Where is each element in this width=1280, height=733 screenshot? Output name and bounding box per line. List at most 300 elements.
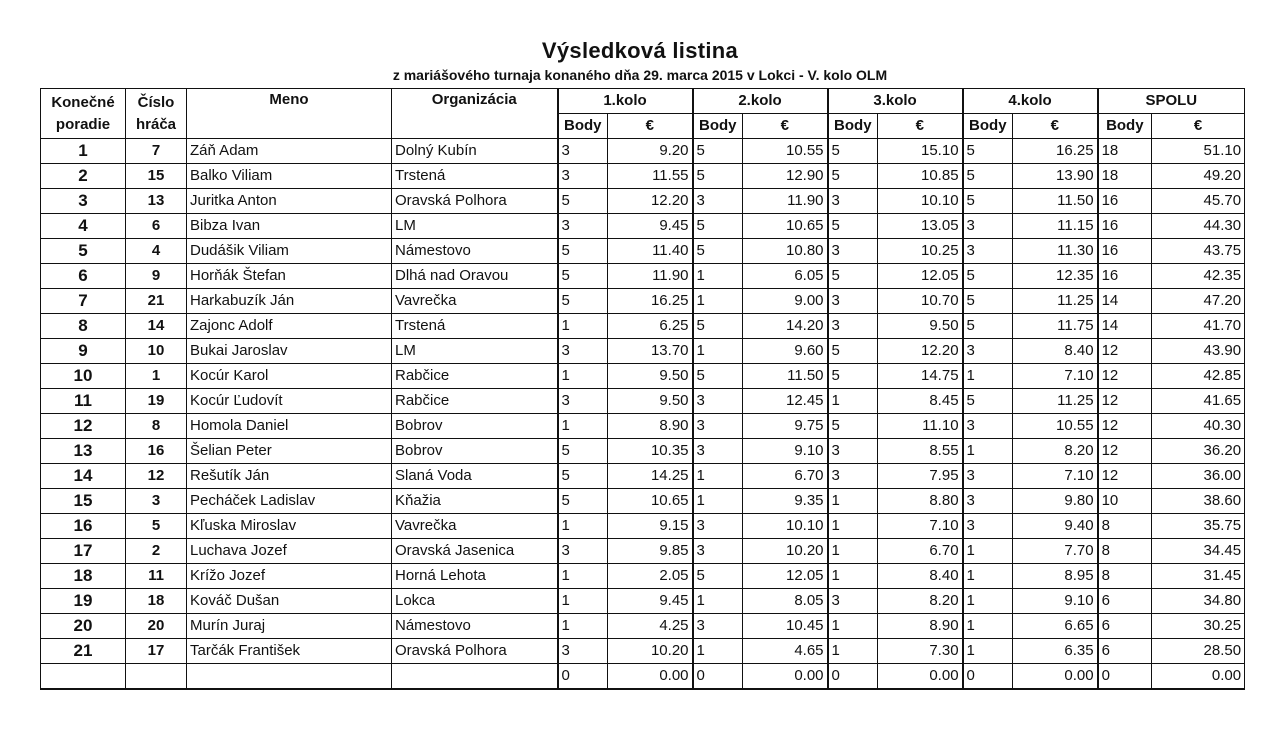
round1-euro-cell: 2.05 [608, 564, 693, 589]
total-euro-cell: 41.70 [1152, 314, 1245, 339]
round3-euro-cell: 10.85 [878, 164, 963, 189]
round3-euro-cell: 12.20 [878, 339, 963, 364]
player-number-cell: 13 [126, 189, 187, 214]
round4-points-cell: 5 [963, 164, 1013, 189]
rank-cell: 7 [41, 289, 126, 314]
total-euro-cell: 42.85 [1152, 364, 1245, 389]
player-name-cell: Dudášik Viliam [187, 239, 392, 264]
total-euro-cell: 34.80 [1152, 589, 1245, 614]
total-euro-cell: 35.75 [1152, 514, 1245, 539]
total-points-cell: 12 [1098, 364, 1152, 389]
round3-points-cell: 3 [828, 464, 878, 489]
player-number-cell: 12 [126, 464, 187, 489]
player-name-cell: Kocúr Karol [187, 364, 392, 389]
rank-cell: 15 [41, 489, 126, 514]
round2-euro-cell: 9.35 [743, 489, 828, 514]
round3-points-cell: 3 [828, 439, 878, 464]
round4-euro-cell: 7.70 [1013, 539, 1098, 564]
table-row [41, 489, 1245, 514]
round4-euro-cell: 0.00 [1013, 664, 1098, 690]
round1-points-cell: 5 [558, 189, 608, 214]
round1-euro-cell: 9.50 [608, 389, 693, 414]
round3-euro-cell: 9.50 [878, 314, 963, 339]
total-points-cell: 14 [1098, 314, 1152, 339]
organization-cell: Vavrečka [392, 289, 558, 314]
round1-euro-cell: 4.25 [608, 614, 693, 639]
player-number-cell: 17 [126, 639, 187, 664]
table-row [41, 214, 1245, 239]
organization-cell: Oravská Jasenica [392, 539, 558, 564]
round2-euro-cell: 9.00 [743, 289, 828, 314]
round2-points-cell: 1 [693, 489, 743, 514]
player-name-cell: Harkabuzík Ján [187, 289, 392, 314]
rank-cell: 9 [41, 339, 126, 364]
total-euro-cell: 0.00 [1152, 664, 1245, 690]
total-euro-cell: 28.50 [1152, 639, 1245, 664]
round2-points-cell: 3 [693, 189, 743, 214]
table-header [41, 89, 1245, 139]
round1-points-cell: 5 [558, 289, 608, 314]
player-name-cell: Šelian Peter [187, 439, 392, 464]
organization-cell: Rabčice [392, 389, 558, 414]
round3-euro-cell: 10.10 [878, 189, 963, 214]
rank-cell: 14 [41, 464, 126, 489]
round1-points-cell: 5 [558, 264, 608, 289]
round1-euro-cell: 11.40 [608, 239, 693, 264]
total-points-cell: 6 [1098, 614, 1152, 639]
round2-euro-cell: 10.55 [743, 139, 828, 164]
rank-cell [41, 664, 126, 690]
player-number-cell: 16 [126, 439, 187, 464]
round2-euro-cell: 10.80 [743, 239, 828, 264]
round3-euro-cell: 11.10 [878, 414, 963, 439]
table-row [41, 614, 1245, 639]
player-number-cell: 20 [126, 614, 187, 639]
round1-euro-cell: 9.45 [608, 214, 693, 239]
player-name-cell: Murín Juraj [187, 614, 392, 639]
round3-euro-cell: 8.40 [878, 564, 963, 589]
round2-euro-cell: 12.90 [743, 164, 828, 189]
player-number-cell: 2 [126, 539, 187, 564]
total-euro-header: € [1152, 114, 1245, 139]
player-name-cell: Krížo Jozef [187, 564, 392, 589]
organization-cell: Horná Lehota [392, 564, 558, 589]
round2-points-cell: 3 [693, 389, 743, 414]
rank-cell: 19 [41, 589, 126, 614]
round3-points-cell: 5 [828, 339, 878, 364]
round1-euro-cell: 11.90 [608, 264, 693, 289]
round3-points-cell: 3 [828, 589, 878, 614]
total-points-cell: 16 [1098, 239, 1152, 264]
player-name-cell [187, 664, 392, 690]
round1-points-cell: 1 [558, 314, 608, 339]
round4-points-cell: 1 [963, 564, 1013, 589]
round3-points-cell: 5 [828, 364, 878, 389]
total-points-cell: 6 [1098, 639, 1152, 664]
total-points-cell: 8 [1098, 564, 1152, 589]
round2-euro-cell: 6.05 [743, 264, 828, 289]
table-row [41, 664, 1245, 690]
round3-points-cell: 3 [828, 289, 878, 314]
round2-points-cell: 5 [693, 164, 743, 189]
total-euro-cell: 34.45 [1152, 539, 1245, 564]
round2-points-cell: 1 [693, 264, 743, 289]
total-points-cell: 12 [1098, 439, 1152, 464]
round2-euro-cell: 9.10 [743, 439, 828, 464]
round4-points-cell: 5 [963, 289, 1013, 314]
round1-euro-cell: 8.90 [608, 414, 693, 439]
round1-points-cell: 5 [558, 239, 608, 264]
total-points-cell: 18 [1098, 164, 1152, 189]
round1-points-cell: 3 [558, 164, 608, 189]
round2-euro-cell: 0.00 [743, 664, 828, 690]
round3-euro-cell: 8.55 [878, 439, 963, 464]
round4-euro-cell: 8.20 [1013, 439, 1098, 464]
round4-points-cell: 5 [963, 389, 1013, 414]
organization-cell: Trstená [392, 164, 558, 189]
organization-cell: Námestovo [392, 614, 558, 639]
round4-points-cell: 0 [963, 664, 1013, 690]
organization-cell: Slaná Voda [392, 464, 558, 489]
table-body [41, 139, 1245, 690]
round2-euro-cell: 9.75 [743, 414, 828, 439]
round4-header: 4.kolo [963, 89, 1098, 114]
organization-cell: Dolný Kubín [392, 139, 558, 164]
round1-euro-cell: 13.70 [608, 339, 693, 364]
player-name-cell: Balko Viliam [187, 164, 392, 189]
round4-euro-cell: 9.80 [1013, 489, 1098, 514]
round3-euro-cell: 15.10 [878, 139, 963, 164]
round1-points-cell: 1 [558, 564, 608, 589]
round2-euro-cell: 10.10 [743, 514, 828, 539]
organization-cell: Trstená [392, 314, 558, 339]
round2-euro-cell: 10.45 [743, 614, 828, 639]
player-number-cell: 10 [126, 339, 187, 364]
round1-points-cell: 3 [558, 339, 608, 364]
round1-points-cell: 3 [558, 639, 608, 664]
organization-cell: Vavrečka [392, 514, 558, 539]
round2-euro-cell: 12.05 [743, 564, 828, 589]
total-points-cell: 16 [1098, 264, 1152, 289]
total-points-cell: 16 [1098, 189, 1152, 214]
round1-points-cell: 5 [558, 489, 608, 514]
round3-points-cell: 5 [828, 164, 878, 189]
rank-cell: 21 [41, 639, 126, 664]
round4-euro-cell: 8.95 [1013, 564, 1098, 589]
round2-points-cell: 5 [693, 564, 743, 589]
round4-euro-cell: 12.35 [1013, 264, 1098, 289]
rank-cell: 5 [41, 239, 126, 264]
round4-euro-cell: 7.10 [1013, 464, 1098, 489]
round4-points-cell: 3 [963, 514, 1013, 539]
round2-euro-cell: 8.05 [743, 589, 828, 614]
round4-euro-cell: 7.10 [1013, 364, 1098, 389]
round2-points-cell: 3 [693, 539, 743, 564]
round2-points-cell: 1 [693, 289, 743, 314]
player-number-cell: 18 [126, 589, 187, 614]
round2-points-cell: 1 [693, 639, 743, 664]
rank-cell: 8 [41, 314, 126, 339]
round4-euro-cell: 13.90 [1013, 164, 1098, 189]
total-euro-cell: 40.30 [1152, 414, 1245, 439]
rank-cell: 10 [41, 364, 126, 389]
round3-points-cell: 3 [828, 189, 878, 214]
player-name-cell: Rešutík Ján [187, 464, 392, 489]
round2-euro-cell: 14.20 [743, 314, 828, 339]
round2-header: 2.kolo [693, 89, 828, 114]
round3-points-cell: 3 [828, 239, 878, 264]
total-euro-cell: 45.70 [1152, 189, 1245, 214]
total-points-cell: 12 [1098, 414, 1152, 439]
player-number-cell: 5 [126, 514, 187, 539]
round1-euro-cell: 16.25 [608, 289, 693, 314]
round3-euro-cell: 10.70 [878, 289, 963, 314]
organization-cell: LM [392, 339, 558, 364]
round1-euro-cell: 9.45 [608, 589, 693, 614]
round3-points-cell: 1 [828, 564, 878, 589]
round2-euro-header: € [743, 114, 828, 139]
total-euro-cell: 43.90 [1152, 339, 1245, 364]
player-number-cell: 4 [126, 239, 187, 264]
round3-euro-cell: 8.80 [878, 489, 963, 514]
round1-points-cell: 3 [558, 539, 608, 564]
round1-euro-cell: 6.25 [608, 314, 693, 339]
total-euro-cell: 31.45 [1152, 564, 1245, 589]
table-row [41, 539, 1245, 564]
round4-euro-cell: 11.30 [1013, 239, 1098, 264]
round3-euro-cell: 6.70 [878, 539, 963, 564]
total-points-cell: 16 [1098, 214, 1152, 239]
player-name-cell: Bukai Jaroslav [187, 339, 392, 364]
round1-euro-cell: 12.20 [608, 189, 693, 214]
organization-cell: Rabčice [392, 364, 558, 389]
round1-euro-cell: 0.00 [608, 664, 693, 690]
total-points-cell: 0 [1098, 664, 1152, 690]
round2-points-cell: 3 [693, 614, 743, 639]
round4-points-cell: 3 [963, 339, 1013, 364]
total-euro-cell: 51.10 [1152, 139, 1245, 164]
round1-points-cell: 3 [558, 389, 608, 414]
organization-cell: Kňažia [392, 489, 558, 514]
player-name-cell: Luchava Jozef [187, 539, 392, 564]
round2-points-cell: 1 [693, 464, 743, 489]
round1-points-cell: 5 [558, 464, 608, 489]
round3-points-cell: 1 [828, 639, 878, 664]
round3-euro-cell: 7.95 [878, 464, 963, 489]
round4-points-cell: 3 [963, 489, 1013, 514]
player-name-cell: Tarčák František [187, 639, 392, 664]
player-number-cell: 19 [126, 389, 187, 414]
round4-points-cell: 3 [963, 214, 1013, 239]
round1-euro-cell: 14.25 [608, 464, 693, 489]
round1-points-cell: 3 [558, 139, 608, 164]
table-row [41, 164, 1245, 189]
round3-euro-cell: 13.05 [878, 214, 963, 239]
round2-points-header: Body [693, 114, 743, 139]
player-name-cell: Záň Adam [187, 139, 392, 164]
rank-cell: 17 [41, 539, 126, 564]
total-euro-cell: 44.30 [1152, 214, 1245, 239]
round3-header: 3.kolo [828, 89, 963, 114]
round1-euro-cell: 9.85 [608, 539, 693, 564]
table-row [41, 139, 1245, 164]
total-points-cell: 12 [1098, 464, 1152, 489]
round4-points-header: Body [963, 114, 1013, 139]
table-row [41, 289, 1245, 314]
table-row [41, 639, 1245, 664]
rank-header-line2: poradie [55, 115, 111, 133]
round4-points-cell: 1 [963, 589, 1013, 614]
total-points-cell: 14 [1098, 289, 1152, 314]
total-euro-cell: 36.00 [1152, 464, 1245, 489]
organization-cell: Námestovo [392, 239, 558, 264]
total-euro-cell: 30.25 [1152, 614, 1245, 639]
organization-cell [392, 664, 558, 690]
round1-euro-cell: 9.20 [608, 139, 693, 164]
total-euro-cell: 38.60 [1152, 489, 1245, 514]
player-number-cell: 21 [126, 289, 187, 314]
round3-euro-cell: 10.25 [878, 239, 963, 264]
round1-points-cell: 1 [558, 364, 608, 389]
round3-euro-cell: 8.90 [878, 614, 963, 639]
table-row [41, 339, 1245, 364]
round2-points-cell: 3 [693, 439, 743, 464]
round4-euro-cell: 11.25 [1013, 289, 1098, 314]
round4-euro-cell: 11.25 [1013, 389, 1098, 414]
round4-euro-cell: 10.55 [1013, 414, 1098, 439]
round3-points-cell: 1 [828, 514, 878, 539]
table-row [41, 189, 1245, 214]
total-euro-cell: 42.35 [1152, 264, 1245, 289]
organization-cell: Oravská Polhora [392, 639, 558, 664]
total-euro-cell: 47.20 [1152, 289, 1245, 314]
table-row [41, 514, 1245, 539]
player-name-cell: Juritka Anton [187, 189, 392, 214]
round2-points-cell: 5 [693, 314, 743, 339]
round4-points-cell: 5 [963, 264, 1013, 289]
round3-points-cell: 1 [828, 389, 878, 414]
player-number-cell: 9 [126, 264, 187, 289]
name-header: Meno [187, 89, 392, 139]
total-euro-cell: 41.65 [1152, 389, 1245, 414]
round2-points-cell: 3 [693, 514, 743, 539]
player-name-cell: Kľuska Miroslav [187, 514, 392, 539]
round2-points-cell: 5 [693, 239, 743, 264]
round2-euro-cell: 11.90 [743, 189, 828, 214]
rank-cell: 3 [41, 189, 126, 214]
round2-points-cell: 3 [693, 414, 743, 439]
organization-cell: LM [392, 214, 558, 239]
round4-points-cell: 1 [963, 614, 1013, 639]
round3-points-cell: 5 [828, 214, 878, 239]
round4-points-cell: 3 [963, 464, 1013, 489]
round1-points-cell: 5 [558, 439, 608, 464]
player-number-cell: 8 [126, 414, 187, 439]
player-name-cell: Zajonc Adolf [187, 314, 392, 339]
round3-euro-cell: 12.05 [878, 264, 963, 289]
player-name-cell: Bibza Ivan [187, 214, 392, 239]
rank-cell: 11 [41, 389, 126, 414]
organization-cell: Oravská Polhora [392, 189, 558, 214]
round2-euro-cell: 9.60 [743, 339, 828, 364]
player-number-cell: 6 [126, 214, 187, 239]
total-points-cell: 12 [1098, 339, 1152, 364]
document-title: Výsledková listina [541, 38, 739, 63]
round3-euro-cell: 7.10 [878, 514, 963, 539]
round2-euro-cell: 12.45 [743, 389, 828, 414]
round4-euro-cell: 16.25 [1013, 139, 1098, 164]
round1-euro-cell: 9.15 [608, 514, 693, 539]
round2-points-cell: 5 [693, 214, 743, 239]
round4-euro-cell: 6.65 [1013, 614, 1098, 639]
round4-points-cell: 5 [963, 189, 1013, 214]
round4-euro-cell: 9.40 [1013, 514, 1098, 539]
organization-cell: Bobrov [392, 439, 558, 464]
round3-euro-cell: 8.45 [878, 389, 963, 414]
player-number-cell: 1 [126, 364, 187, 389]
round1-points-cell: 1 [558, 614, 608, 639]
round1-euro-cell: 10.65 [608, 489, 693, 514]
round4-euro-cell: 6.35 [1013, 639, 1098, 664]
round3-points-cell: 1 [828, 539, 878, 564]
round2-points-cell: 5 [693, 139, 743, 164]
organization-header: Organizácia [392, 89, 558, 139]
round1-points-cell: 3 [558, 214, 608, 239]
rank-cell: 20 [41, 614, 126, 639]
round3-euro-header: € [878, 114, 963, 139]
round1-points-header: Body [558, 114, 608, 139]
round4-points-cell: 3 [963, 239, 1013, 264]
round2-euro-cell: 11.50 [743, 364, 828, 389]
round4-points-cell: 5 [963, 139, 1013, 164]
total-points-cell: 8 [1098, 514, 1152, 539]
round3-points-header: Body [828, 114, 878, 139]
round3-points-cell: 5 [828, 264, 878, 289]
table-row [41, 314, 1245, 339]
round1-euro-cell: 9.50 [608, 364, 693, 389]
total-points-cell: 10 [1098, 489, 1152, 514]
round3-points-cell: 5 [828, 139, 878, 164]
total-points-cell: 12 [1098, 389, 1152, 414]
player-name-cell: Homola Daniel [187, 414, 392, 439]
round3-points-cell: 5 [828, 414, 878, 439]
rank-cell: 4 [41, 214, 126, 239]
total-euro-cell: 49.20 [1152, 164, 1245, 189]
round2-euro-cell: 10.20 [743, 539, 828, 564]
round4-points-cell: 1 [963, 539, 1013, 564]
round3-euro-cell: 14.75 [878, 364, 963, 389]
round3-points-cell: 1 [828, 489, 878, 514]
rank-header-line1: Konečné [51, 93, 115, 111]
round4-euro-cell: 11.50 [1013, 189, 1098, 214]
rank-cell: 1 [41, 139, 126, 164]
number-header-line1: Číslo [137, 93, 175, 111]
round4-points-cell: 1 [963, 364, 1013, 389]
round1-euro-cell: 11.55 [608, 164, 693, 189]
round1-points-cell: 1 [558, 414, 608, 439]
total-points-cell: 18 [1098, 139, 1152, 164]
round4-points-cell: 1 [963, 639, 1013, 664]
player-number-cell: 14 [126, 314, 187, 339]
player-number-header [126, 89, 187, 139]
round2-points-cell: 0 [693, 664, 743, 690]
round4-points-cell: 5 [963, 314, 1013, 339]
organization-cell: Bobrov [392, 414, 558, 439]
table-row [41, 389, 1245, 414]
round4-points-cell: 3 [963, 414, 1013, 439]
round3-points-cell: 1 [828, 614, 878, 639]
header-row-top [41, 89, 1245, 114]
